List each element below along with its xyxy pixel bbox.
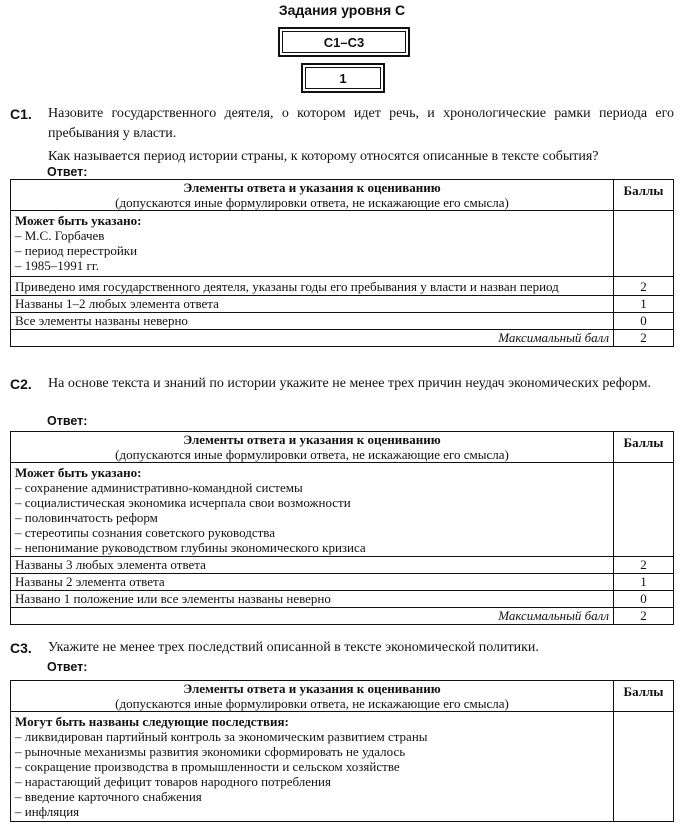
header-main: Элементы ответа и указания к оцениванию — [183, 432, 441, 447]
answer-elements-cell — [11, 211, 614, 277]
table-row — [11, 277, 674, 296]
header-criteria — [11, 180, 614, 211]
table-header-row — [11, 432, 674, 463]
table-row — [11, 211, 674, 277]
table-row — [11, 557, 674, 574]
scoring-table-c2 — [10, 431, 674, 625]
table-row — [11, 591, 674, 608]
elements-lead: Могут быть названы следующие последствия: — [15, 714, 289, 729]
header-main: Элементы ответа и указания к оцениванию — [183, 681, 441, 696]
points-cell: 2 — [614, 277, 674, 296]
list-item: – М.С. Горбачев — [15, 228, 105, 243]
header-points: Баллы — [614, 681, 674, 712]
list-item: – нарастающий дефицит товаров народного потребления — [15, 774, 331, 789]
list-item: – половинчатость реформ — [15, 510, 158, 525]
question-c1 — [10, 104, 674, 167]
list-item: – непонимание руководством глубины экономического кризиса — [15, 540, 366, 555]
question-c3 — [10, 638, 674, 658]
scoring-table-c3 — [10, 680, 674, 822]
points-cell — [614, 463, 674, 557]
table-row — [11, 296, 674, 313]
table-row — [11, 313, 674, 330]
list-item: – социалистическая экономика исчерпала свои возможности — [15, 495, 351, 510]
header-points: Баллы — [614, 180, 674, 211]
table-row — [11, 463, 674, 557]
table-row — [11, 574, 674, 591]
header-criteria — [11, 681, 614, 712]
header-sub: (допускаются иные формулировки ответа, не искажающие его смысла) — [115, 696, 509, 711]
question-text: Укажите не менее трех последствий описанной в тексте экономической политики. — [48, 640, 539, 655]
max-score-label: Максимальный балл — [11, 330, 614, 347]
table-header-row — [11, 681, 674, 712]
criteria-cell: Названо 1 положение или все элементы названы неверно — [11, 591, 614, 608]
list-item: – инфляция — [15, 804, 80, 819]
points-cell: 1 — [614, 574, 674, 591]
variant-number-box: 1 — [301, 63, 385, 93]
question-text: На основе текста и знаний по истории укажите не менее трех причин неудач экономических реформ. — [48, 376, 651, 391]
elements-lead: Может быть указано: — [15, 465, 142, 480]
question-text-2: Как называется период истории страны, к которому относятся описанные в тексте события? — [48, 149, 599, 164]
points-cell — [614, 712, 674, 822]
question-c2 — [10, 374, 674, 394]
question-number: С2. — [10, 376, 32, 392]
question-number: С1. — [10, 106, 32, 122]
task-range-box: С1–С3 — [278, 27, 410, 57]
header-points: Баллы — [614, 432, 674, 463]
points-cell: 2 — [614, 557, 674, 574]
criteria-cell: Названы 2 элемента ответа — [11, 574, 614, 591]
question-number: С3. — [10, 640, 32, 656]
answer-label: Ответ: — [47, 660, 88, 674]
answer-elements-cell — [11, 463, 614, 557]
elements-lead: Может быть указано: — [15, 213, 142, 228]
question-text: Назовите государственного деятеля, о котором идет речь, и хронологические рамки периода его пребывания у власти. — [48, 106, 674, 141]
list-item: – сохранение административно-командной системы — [15, 480, 303, 495]
max-score-row — [11, 608, 674, 625]
answer-label: Ответ: — [47, 414, 88, 428]
list-item: – стереотипы сознания советского руководства — [15, 525, 276, 540]
answer-elements-cell — [11, 712, 614, 822]
table-row — [11, 712, 674, 822]
header-sub: (допускаются иные формулировки ответа, не искажающие его смысла) — [115, 195, 509, 210]
criteria-cell: Приведено имя государственного деятеля, указаны годы его пребывания у власти и назван период — [11, 277, 614, 296]
level-title: Задания уровня С — [278, 2, 406, 18]
list-item: – период перестройки — [15, 243, 138, 258]
points-cell — [614, 211, 674, 277]
max-score-row — [11, 330, 674, 347]
header-criteria — [11, 432, 614, 463]
points-cell: 0 — [614, 313, 674, 330]
list-item: – сокращение производства в промышленности и сельском хозяйстве — [15, 759, 400, 774]
criteria-cell: Названы 1–2 любых элемента ответа — [11, 296, 614, 313]
scoring-table-c1 — [10, 179, 674, 347]
criteria-cell: Названы 3 любых элемента ответа — [11, 557, 614, 574]
answer-label: Ответ: — [47, 165, 88, 179]
table-header-row — [11, 180, 674, 211]
list-item: – введение карточного снабжения — [15, 789, 202, 804]
points-cell: 1 — [614, 296, 674, 313]
criteria-cell: Все элементы названы неверно — [11, 313, 614, 330]
points-cell: 0 — [614, 591, 674, 608]
header-main: Элементы ответа и указания к оцениванию — [183, 180, 441, 195]
header-sub: (допускаются иные формулировки ответа, не искажающие его смысла) — [115, 447, 509, 462]
list-item: – рыночные механизмы развития экономики сформировать не удалось — [15, 744, 406, 759]
max-score-value: 2 — [614, 608, 674, 625]
list-item: – 1985–1991 гг. — [15, 258, 99, 273]
list-item: – ликвидирован партийный контроль за экономическим развитием страны — [15, 729, 428, 744]
max-score-label: Максимальный балл — [11, 608, 614, 625]
max-score-value: 2 — [614, 330, 674, 347]
